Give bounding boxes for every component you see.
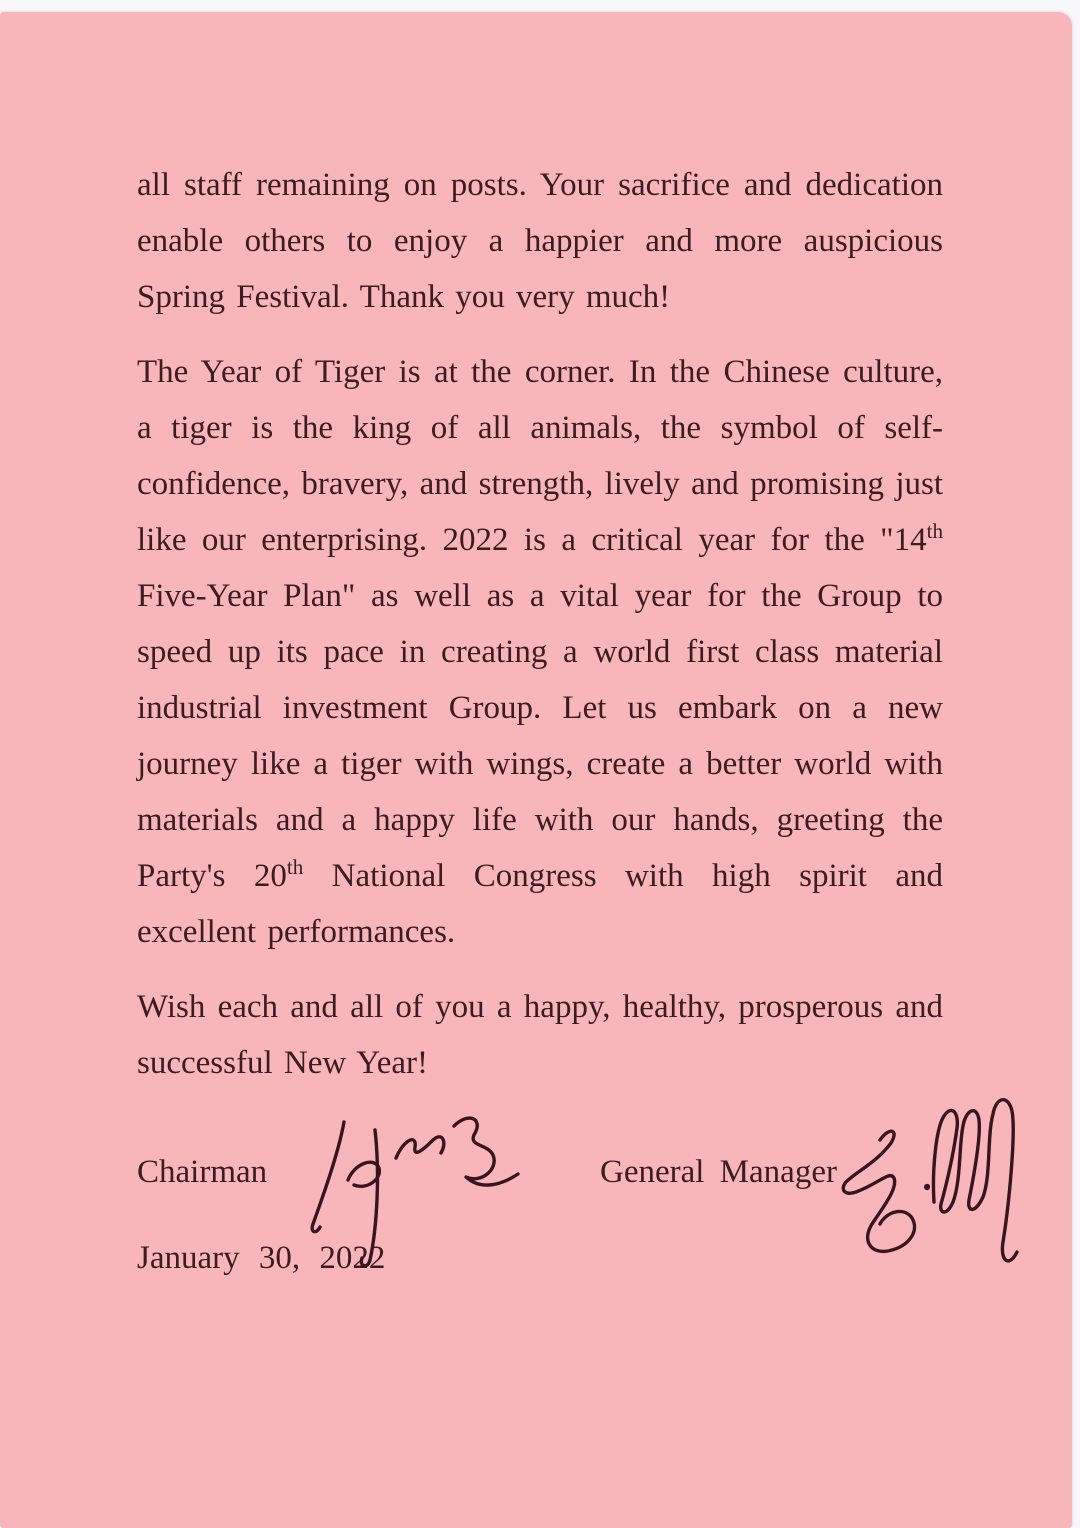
date: January 30, 2022 — [137, 1240, 386, 1276]
paragraph-year-of-tiger: The Year of Tiger is at the corner. In the Chinese culture, a tiger is the king of all animals, the symbol of self-confidence, bravery, and strength, lively and promising just like our enterprising. 2022 is a critical year for the "14th Five-Year Plan" as well as a vital year for the Group to speed up its pace in creating a world first class material industrial investment Group. Let us embark on a new journey like a tiger with wings, create a better world with materials and a happy life with our hands, greeting the Party's 20th National Congress with high spirit and excellent performances. — [137, 354, 943, 950]
paragraph-new-year-wish: Wish each and all of you a happy, healthy, prosperous and successful New Year! — [137, 989, 943, 1081]
chairman-signature — [296, 1086, 526, 1286]
general-manager-signature — [828, 1070, 1028, 1295]
general-manager-label: General Manager — [600, 1154, 837, 1190]
chairman-label: Chairman — [137, 1154, 268, 1190]
paragraph-spring-festival-thanks: all staff remaining on posts. Your sacrifice and dedication enable others to enjoy a happier and more auspicious Spring Festival. Thank you very much! — [137, 167, 943, 315]
letter-body — [137, 157, 943, 1091]
